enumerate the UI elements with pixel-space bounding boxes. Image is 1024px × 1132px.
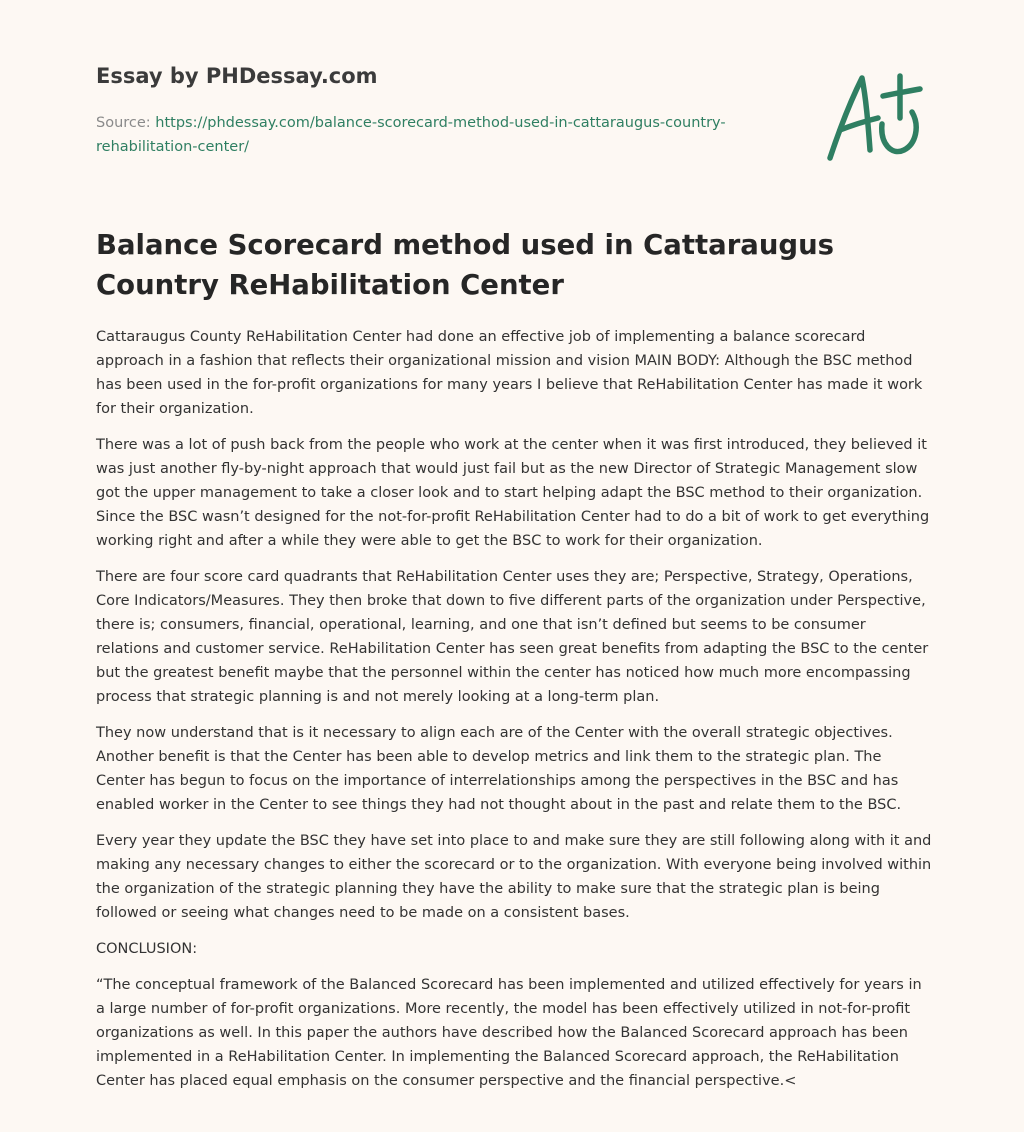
paragraph: There was a lot of push back from the people who work at the center when it was first introduced, they believed it was just another fly-by-night approach that would just fail but as the new Director of Strategic Management slow got the upper management to take a closer look and to start helping adapt the BSC method to their organization. Since the BSC wasn’t designed for the not-for-profit ReHabilitation Center had to do a bit of work to get everything working right and after a while they were able to get the BSC to work for their organization. <box>96 437 930 549</box>
a-plus-logo-icon <box>820 68 930 168</box>
paragraph: Cattaraugus County ReHabilitation Center had done an effective job of implementing a balance scorecard approach in a fashion that reflects their organizational mission and vision MAIN BODY: Although the BSC method has been used in the for-profit organizations for many years I believe that ReHabilitation Center has made it work for their organization. <box>96 329 923 417</box>
article-body <box>96 325 932 1105</box>
site-brand: Essay by PHDessay.com <box>96 64 378 88</box>
source-label: Source: <box>96 115 156 131</box>
source-line <box>96 111 786 159</box>
paragraph: They now understand that is it necessary to align each are of the Center with the overall strategic objectives. Another benefit is that the Center has been able to develop metrics and link them to the strategic plan. The Center has begun to focus on the importance of interrelationships among the perspectives in the BSC and has enabled worker in the Center to see things they had not thought about in the past and relate them to the BSC. <box>96 725 902 813</box>
paragraph: There are four score card quadrants that ReHabilitation Center uses they are; Perspective, Strategy, Operations, Core Indicators/Measures. They then broke that down to five different parts of the organization under Perspective, there is; consumers, financial, operational, learning, and one that isn’t defined but seems to be consumer relations and customer service. ReHabilitation Center has seen great benefits from adapting the BSC to the center but the greatest benefit maybe that the personnel within the center has noticed how much more encompassing process that strategic planning is and not merely looking at a long-term plan. <box>96 569 929 705</box>
paragraph: “The conceptual framework of the Balanced Scorecard has been implemented and utilized effectively for years in a large number of for-profit organizations. More recently, the model has been effectively utilized in not-for-profit organizations as well. In this paper the authors have described how the Balanced Scorecard approach has been implemented in a ReHabilitation Center. In implementing the Balanced Scorecard approach, the ReHabilitation Center has placed equal emphasis on the consumer perspective and the financial perspective.< <box>96 977 922 1089</box>
conclusion-heading: CONCLUSION: <box>96 941 198 957</box>
source-link[interactable]: https://phdessay.com/balance-scorecard-method-used-in-cattaraugus-country-rehabilitation-center/ <box>96 115 726 155</box>
article-title: Balance Scorecard method used in Cattaraugus Country ReHabilitation Center <box>96 229 835 301</box>
paragraph: Every year they update the BSC they have set into place to and make sure they are still following along with it and making any necessary changes to either the scorecard or to the organization. With everyone being involved within the organization of the strategic planning they have the ability to make sure that the strategic plan is being followed or seeing what changes need to be made on a consistent bases. <box>96 833 932 921</box>
